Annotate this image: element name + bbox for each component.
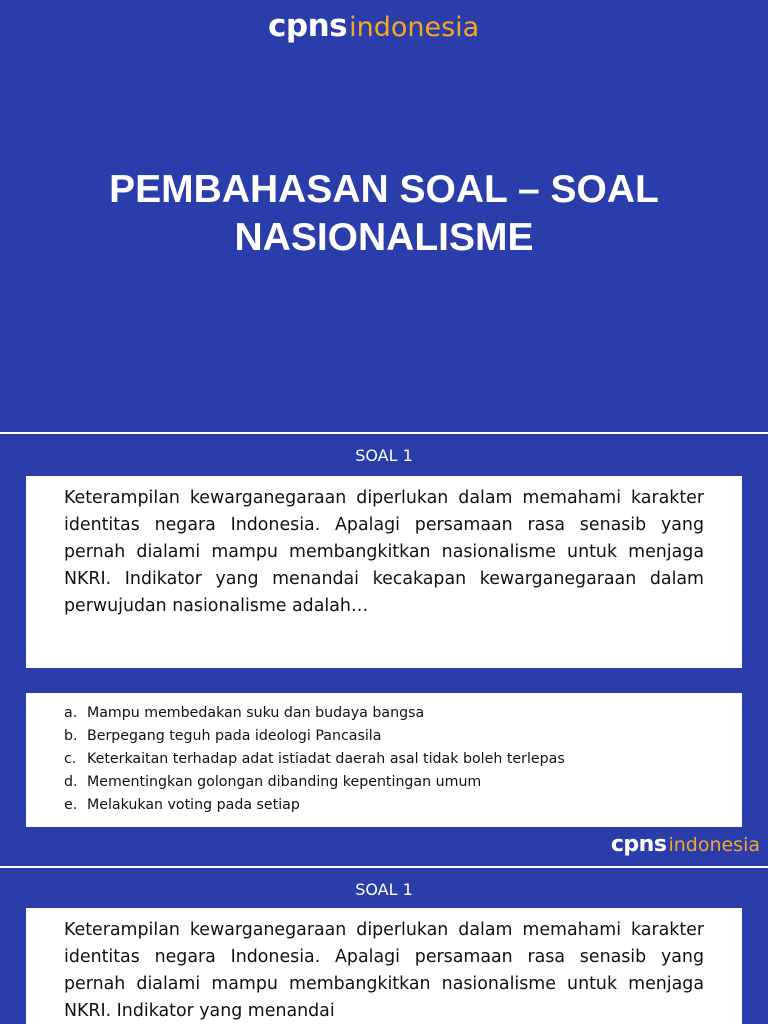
option-text: Mampu membedakan suku dan budaya bangsa (87, 705, 425, 721)
option-a (64, 702, 704, 725)
title-slide (0, 0, 768, 432)
brand-logo-cpns: cpns (610, 832, 667, 857)
option-letter: a. (64, 705, 78, 721)
slide-title: PEMBAHASAN SOAL – SOAL NASIONALISME (109, 168, 659, 259)
option-b (64, 725, 704, 748)
option-text: Melakukan voting pada setiap (87, 797, 300, 813)
option-text: Mementingkan golongan dibanding kepentingan umum (87, 774, 482, 790)
question-box (26, 476, 742, 668)
question-text: Keterampilan kewarganegaraan diperlukan dalam memahami karakter identitas negara Indonesia. Apalagi persamaan rasa senasib yang pernah dialami mampu membangkitkan nasionalisme untuk menjaga NKRI. Indikator yang menandai (64, 920, 704, 1021)
option-letter: d. (64, 774, 78, 790)
option-text: Keterkaitan terhadap adat istiadat daerah asal tidak boleh terlepas (87, 751, 565, 767)
brand-logo-footer (611, 832, 760, 857)
question-heading: SOAL 1 (355, 446, 413, 465)
option-text: Berpegang teguh pada ideologi Pancasila (87, 728, 382, 744)
question-text: Keterampilan kewarganegaraan diperlukan dalam memahami karakter identitas negara Indonesia. Apalagi persamaan rasa senasib yang pernah dialami mampu membangkitkan nasionalisme untuk menjaga NKRI. Indikator yang menandai kecakapan kewarganegaraan dalam perwujudan nasionalisme adalah… (64, 488, 704, 616)
brand-logo-indonesia: indonesia (349, 12, 480, 43)
option-letter: e. (64, 797, 78, 813)
option-c (64, 748, 704, 771)
option-letter: c. (64, 751, 77, 767)
brand-logo (268, 8, 479, 44)
option-e (64, 794, 704, 817)
question-slide-repeat (0, 868, 768, 1024)
brand-logo-cpns: cpns (268, 8, 348, 44)
question-slide (0, 434, 768, 866)
question-heading: SOAL 1 (355, 880, 413, 899)
options-box (26, 693, 742, 827)
options-list (64, 702, 704, 817)
option-d (64, 771, 704, 794)
question-box (26, 908, 742, 1024)
option-letter: b. (64, 728, 78, 744)
brand-logo-indonesia: indonesia (668, 834, 760, 856)
